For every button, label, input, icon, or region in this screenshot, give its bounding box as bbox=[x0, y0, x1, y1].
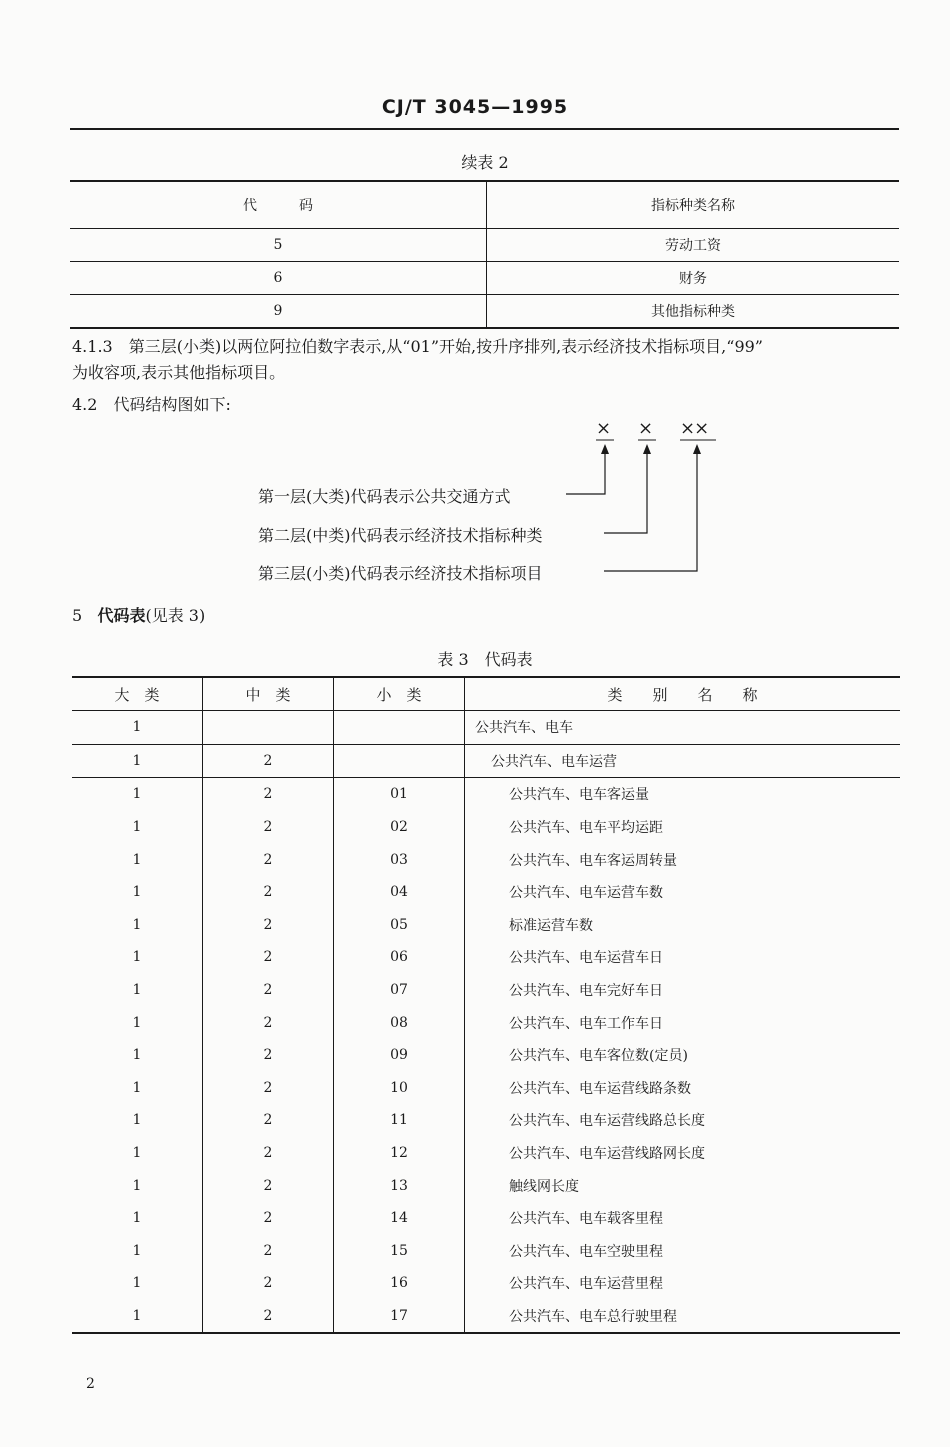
table3-cell-name: 公共汽车、电车空驶里程 bbox=[509, 1243, 663, 1260]
para-4-1-3-line1: 4.1.3 第三层(小类)以两位阿拉伯数字表示,从“01”开始,按升序排列,表示经济技术指标项目,“99” bbox=[72, 337, 763, 356]
diagram-label-3: 第三层(小类)代码表示经济技术指标项目 bbox=[258, 564, 543, 583]
table3-cell-name: 公共汽车、电车平均运距 bbox=[509, 820, 663, 837]
header-rule bbox=[70, 128, 899, 130]
table3-cell-mid: 2 bbox=[203, 1104, 334, 1137]
table3-cell-mid: 2 bbox=[203, 1202, 334, 1235]
table3-row bbox=[72, 1104, 900, 1137]
table3-row bbox=[72, 711, 900, 745]
table3-header-small: 小 类 bbox=[334, 677, 465, 711]
table3-caption: 表 3 代码表 bbox=[437, 650, 533, 669]
table3-row bbox=[72, 1039, 900, 1072]
diagram-label-1: 第一层(大类)代码表示公共交通方式 bbox=[258, 487, 511, 506]
code-structure-diagram bbox=[0, 418, 950, 598]
table3 bbox=[72, 676, 900, 1334]
table2-cell-name: 劳动工资 bbox=[487, 229, 900, 262]
table2-caption: 续表 2 bbox=[461, 153, 509, 172]
table3-row bbox=[72, 974, 900, 1007]
table3-cell-small: 12 bbox=[334, 1137, 465, 1170]
table2-row bbox=[70, 295, 899, 329]
table3-cell-big: 1 bbox=[72, 1202, 203, 1235]
table3-cell-name: 公共汽车、电车 bbox=[465, 711, 901, 745]
table3-cell-name: 公共汽车、电车运营线路条数 bbox=[509, 1080, 691, 1097]
table3-cell-big: 1 bbox=[72, 843, 203, 876]
table3-cell-small: 16 bbox=[334, 1267, 465, 1300]
page-number: 2 bbox=[86, 1376, 95, 1392]
table3-cell-name: 公共汽车、电车运营线路总长度 bbox=[509, 1113, 705, 1130]
table3-cell-mid: 2 bbox=[203, 811, 334, 844]
table3-cell-big: 1 bbox=[72, 974, 203, 1007]
table3-cell-mid: 2 bbox=[203, 1137, 334, 1170]
table3-cell-small: 10 bbox=[334, 1072, 465, 1105]
table3-cell-mid bbox=[203, 711, 334, 745]
table3-cell-mid: 2 bbox=[203, 778, 334, 811]
table3-cell-small: 06 bbox=[334, 941, 465, 974]
para-4-2: 4.2 代码结构图如下: bbox=[72, 395, 231, 414]
table3-header-row bbox=[72, 677, 900, 711]
table3-cell-name: 公共汽车、电车客运周转量 bbox=[509, 852, 677, 869]
table3-cell-small: 05 bbox=[334, 909, 465, 942]
table3-cell-small: 11 bbox=[334, 1104, 465, 1137]
section5-number: 5 bbox=[72, 606, 83, 625]
table3-cell-name: 公共汽车、电车客位数(定员) bbox=[509, 1048, 688, 1065]
table3-cell-name: 公共汽车、电车运营里程 bbox=[509, 1276, 663, 1293]
table3-cell-big: 1 bbox=[72, 941, 203, 974]
table3-cell-small: 14 bbox=[334, 1202, 465, 1235]
table2-header-row bbox=[70, 181, 899, 229]
table3-cell-mid: 2 bbox=[203, 876, 334, 909]
table3-cell-small bbox=[334, 711, 465, 745]
table3-cell-big: 1 bbox=[72, 1137, 203, 1170]
table3-cell-mid: 2 bbox=[203, 843, 334, 876]
table3-cell-mid: 2 bbox=[203, 1039, 334, 1072]
table3-cell-big: 1 bbox=[72, 1169, 203, 1202]
table3-cell-small: 01 bbox=[334, 778, 465, 811]
table3-cell-big: 1 bbox=[72, 1006, 203, 1039]
table3-cell-name: 公共汽车、电车运营车日 bbox=[509, 950, 663, 967]
diagram-mark-3: ×× bbox=[680, 418, 709, 439]
table3-cell-small: 03 bbox=[334, 843, 465, 876]
table3-cell-big: 1 bbox=[72, 744, 203, 778]
table3-row bbox=[72, 1137, 900, 1170]
table3-cell-mid: 2 bbox=[203, 1006, 334, 1039]
table3-cell-big: 1 bbox=[72, 811, 203, 844]
table3-cell-big: 1 bbox=[72, 1300, 203, 1334]
table3-cell-name: 触线网长度 bbox=[509, 1178, 579, 1195]
table3-row bbox=[72, 1267, 900, 1300]
table3-cell-big: 1 bbox=[72, 1267, 203, 1300]
table3-cell-small: 04 bbox=[334, 876, 465, 909]
table3-cell-name: 公共汽车、电车载客里程 bbox=[509, 1211, 663, 1228]
table3-cell-small bbox=[334, 744, 465, 778]
table3-cell-small: 08 bbox=[334, 1006, 465, 1039]
table3-cell-mid: 2 bbox=[203, 1300, 334, 1334]
para-4-1-3-line2: 为收容项,表示其他指标项目。 bbox=[72, 363, 286, 382]
table3-row bbox=[72, 843, 900, 876]
table3-cell-name: 公共汽车、电车运营 bbox=[465, 744, 901, 778]
table3-header-big: 大 类 bbox=[72, 677, 203, 711]
table3-cell-big: 1 bbox=[72, 876, 203, 909]
table2-cell-name: 财务 bbox=[487, 262, 900, 295]
table3-row bbox=[72, 1072, 900, 1105]
table3-cell-big: 1 bbox=[72, 1039, 203, 1072]
table3-cell-mid: 2 bbox=[203, 909, 334, 942]
table3-cell-name: 标准运营车数 bbox=[509, 917, 593, 934]
table2-row bbox=[70, 229, 899, 262]
table2-cell-code: 5 bbox=[70, 229, 487, 262]
para-4-1-3 bbox=[72, 334, 902, 386]
table3-cell-big: 1 bbox=[72, 909, 203, 942]
table3-row bbox=[72, 811, 900, 844]
table3-cell-mid: 2 bbox=[203, 744, 334, 778]
diagram-label-2: 第二层(中类)代码表示经济技术指标种类 bbox=[258, 526, 543, 545]
table2-cell-name: 其他指标种类 bbox=[487, 295, 900, 329]
table3-cell-mid: 2 bbox=[203, 974, 334, 1007]
table3-row bbox=[72, 1169, 900, 1202]
section5-note: (见表 3) bbox=[145, 606, 206, 625]
table3-cell-small: 13 bbox=[334, 1169, 465, 1202]
table2-cell-code: 9 bbox=[70, 295, 487, 329]
table3-cell-big: 1 bbox=[72, 778, 203, 811]
table2-row bbox=[70, 262, 899, 295]
table3-cell-big: 1 bbox=[72, 1072, 203, 1105]
table3-row bbox=[72, 909, 900, 942]
table3-cell-name: 公共汽车、电车工作车日 bbox=[509, 1015, 663, 1032]
table3-row bbox=[72, 876, 900, 909]
table3-cell-big: 1 bbox=[72, 1235, 203, 1268]
table3-row bbox=[72, 744, 900, 778]
section5-title: 代码表 bbox=[97, 606, 146, 625]
standard-id: CJ/T 3045—1995 bbox=[381, 96, 569, 118]
table3-cell-big: 1 bbox=[72, 1104, 203, 1137]
table3-cell-mid: 2 bbox=[203, 1267, 334, 1300]
diagram-mark-1: × bbox=[596, 418, 612, 439]
table3-cell-name: 公共汽车、电车完好车日 bbox=[509, 983, 663, 1000]
table3-cell-mid: 2 bbox=[203, 1169, 334, 1202]
table3-cell-mid: 2 bbox=[203, 941, 334, 974]
table3-cell-small: 07 bbox=[334, 974, 465, 1007]
table3-header-name: 类 别 名 称 bbox=[465, 677, 901, 711]
table3-header-mid: 中 类 bbox=[203, 677, 334, 711]
table3-row bbox=[72, 1300, 900, 1334]
table3-cell-name: 公共汽车、电车运营车数 bbox=[509, 885, 663, 902]
table3-cell-name: 公共汽车、电车运营线路网长度 bbox=[509, 1146, 705, 1163]
table3-cell-mid: 2 bbox=[203, 1072, 334, 1105]
table3-cell-small: 09 bbox=[334, 1039, 465, 1072]
table3-cell-mid: 2 bbox=[203, 1235, 334, 1268]
table2 bbox=[70, 180, 899, 329]
table3-row bbox=[72, 778, 900, 811]
table3-row bbox=[72, 941, 900, 974]
section5-heading bbox=[72, 603, 205, 626]
table3-cell-big: 1 bbox=[72, 711, 203, 745]
table2-cell-code: 6 bbox=[70, 262, 487, 295]
table3-cell-name: 公共汽车、电车总行驶里程 bbox=[509, 1308, 677, 1325]
table3-row bbox=[72, 1202, 900, 1235]
table3-cell-name: 公共汽车、电车客运量 bbox=[509, 787, 649, 804]
table3-cell-small: 15 bbox=[334, 1235, 465, 1268]
diagram-mark-2: × bbox=[638, 418, 654, 439]
table3-cell-small: 17 bbox=[334, 1300, 465, 1334]
table3-row bbox=[72, 1235, 900, 1268]
table3-cell-small: 02 bbox=[334, 811, 465, 844]
table3-row bbox=[72, 1006, 900, 1039]
table2-header-code: 代 码 bbox=[70, 181, 487, 229]
table2-header-name: 指标种类名称 bbox=[487, 181, 900, 229]
